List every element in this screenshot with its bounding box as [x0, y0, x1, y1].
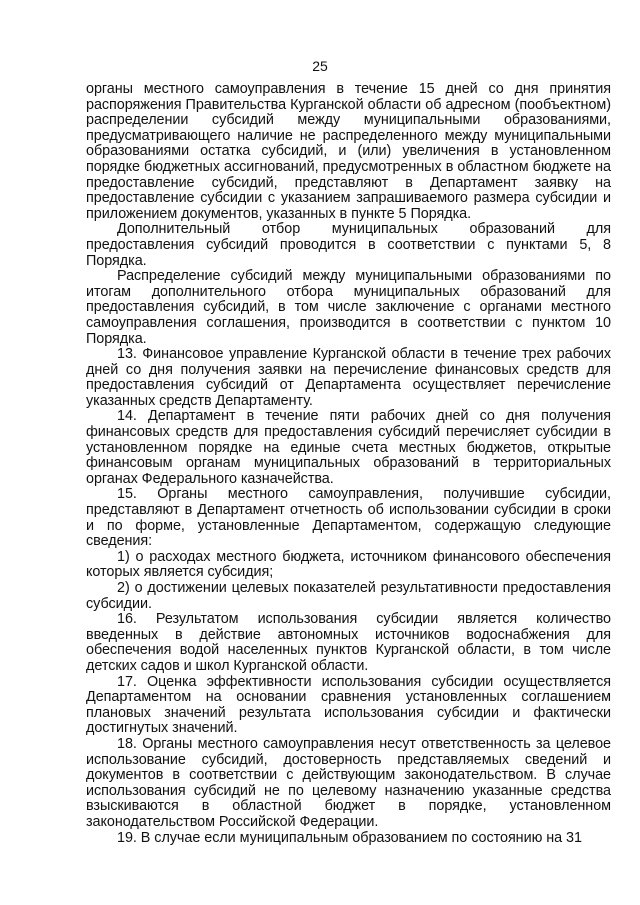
paragraph-item-13: 13. Финансовое управление Курганской области в течение трех рабочих дней со дня получения заявки на перечисление финансовых средств для предоставления субсидий от Департамента осуществляет перечисление указанных средств Департаменту.	[86, 346, 611, 409]
paragraph-item-19: 19. В случае если муниципальным образованием по состоянию на 31	[117, 829, 582, 846]
paragraph-item-15-sub-2: 2) о достижении целевых показателей результативности предоставления субсидии.	[86, 580, 611, 612]
paragraph-item-15-sub-1: 1) о расходах местного бюджета, источником финансового обеспечения которых является субсидия;	[86, 548, 611, 581]
paragraph-continuation: органы местного самоуправления в течение 15 дней со дня принятия распоряжения Правительства Курганской области об адресном (пообъектном) распределении субсидий между муниципальными образованиями, предусматривающего наличие не распределенного между муниципальными образованиями остатка субсидий, и (или) увеличения в установленном порядке бюджетных ассигнований, предусмотренных в областном бюджете на предоставление субсидий, представляют в Департамент заявку на предоставление субсидии с указанием запрашиваемого размера субсидии и приложением документов, указанных в пункте 5 Порядка.	[86, 81, 611, 222]
paragraph-item-18: 18. Органы местного самоуправления несут ответственность за целевое использование субсидий, достоверность представляемых сведений и документов в соответствии с действующим законодательством. В случае использования субсидий не по целевому назначению указанные средства взыскиваются в областной бюджет в порядке, установленном законодательством Российской Федерации.	[86, 735, 611, 830]
paragraph-additional-selection: Дополнительный отбор муниципальных образований для предоставления субсидий проводится в соответствии с пунктами 5, 8 Порядка.	[86, 221, 611, 269]
paragraph-distribution: Распределение субсидий между муниципальными образованиями по итогам дополнительного отбора муниципальных образований для предоставления субсидий, в том числе заключение с органами местного самоуправления соглашения, производится в соответствии с пунктом 10 Порядка.	[86, 268, 611, 347]
paragraph-item-17: 17. Оценка эффективности использования субсидии осуществляется Департаментом на основании сравнения установленных соглашением плановых значений результата использования субсидии и фактически достигнутых значений.	[86, 673, 611, 737]
paragraph-item-14: 14. Департамент в течение пяти рабочих дней со дня получения финансовых средств для предоставления субсидий перечисляет субсидии в установленном порядке на единые счета местных бюджетов, открытые финансовым органам муниципальных образований в территориальных органах Федерального казначейства.	[86, 408, 611, 487]
paragraph-item-15: 15. Органы местного самоуправления, получившие субсидии, представляют в Департамент отчетность об использовании субсидии в сроки и по форме, установленные Департаментом, содержащую следующие сведения:	[86, 486, 611, 550]
paragraph-item-16: 16. Результатом использования субсидии является количество введенных в действие автономных источников водоснабжения для обеспечения водой населенных пунктов Курганской области, в том числе детских садов и школ Курганской области.	[86, 611, 611, 674]
page-number: 25	[312, 58, 328, 74]
document-body	[86, 82, 611, 846]
